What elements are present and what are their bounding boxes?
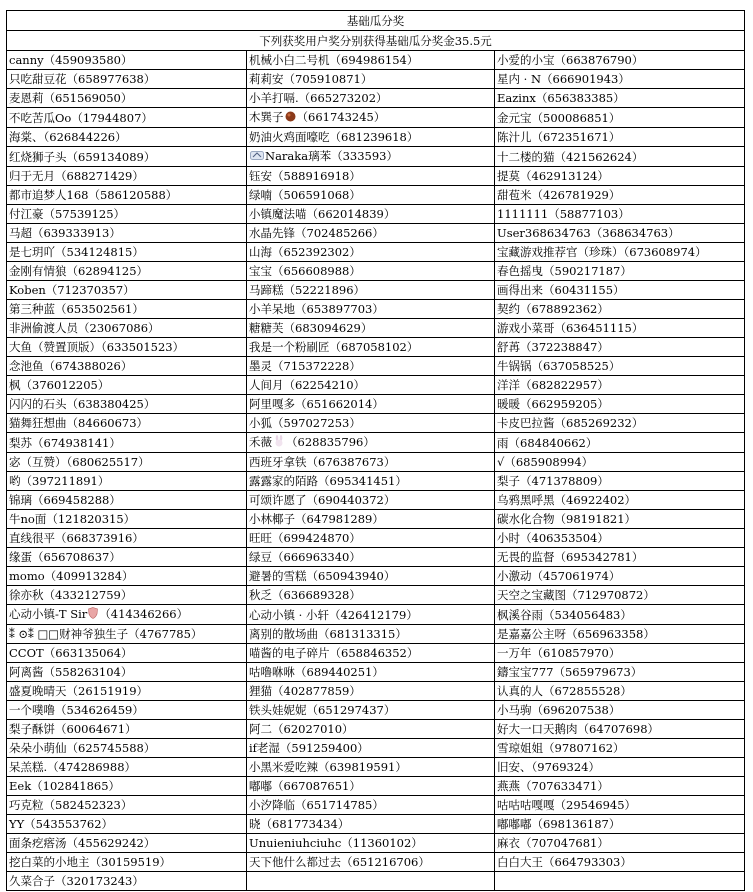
winner-cell: 阿里嘎多（651662014） xyxy=(247,395,495,414)
winner-cell: 直线很平（668373916） xyxy=(7,529,247,548)
winner-cell: 雪琼姐姐（97807162） xyxy=(495,739,745,758)
table-row xyxy=(7,644,745,663)
winner-cell: 枫溪谷雨（534056483） xyxy=(495,605,745,625)
winner-cell: 奶油火鸡面嚎吃（681239618） xyxy=(247,128,495,147)
winner-cell: 金元宝（500086851） xyxy=(495,108,745,128)
winner-cell: Naraka璃苯（333593） xyxy=(247,147,495,167)
winner-cell: 糖糖芙（683094629） xyxy=(247,319,495,338)
winner-cell: 燕燕（707633471） xyxy=(495,777,745,796)
table-row xyxy=(7,281,745,300)
table-row xyxy=(7,472,745,491)
table-row xyxy=(7,433,745,453)
winner-cell: 只吃甜豆花（658977638） xyxy=(7,70,247,89)
winner-cell: 白白大王（664793303） xyxy=(495,853,745,872)
winner-cell: 面条疙瘩汤（455629242） xyxy=(7,834,247,853)
winner-cell: 洋洋（682822957） xyxy=(495,376,745,395)
winner-cell: User368634763（368634763） xyxy=(495,224,745,243)
winner-cell: 小爱的小宝（663876790） xyxy=(495,51,745,70)
table-row xyxy=(7,70,745,89)
winner-cell: 心动小镇-T Sir （414346266） xyxy=(7,605,247,625)
winner-cell: 是七玥吖（534124815） xyxy=(7,243,247,262)
winner-cell: 猫舞狂想曲（84660673） xyxy=(7,414,247,433)
table-row xyxy=(7,682,745,701)
winner-cell: 梨子（471378809） xyxy=(495,472,745,491)
winner-cell: 避暑的雪糕（650943940） xyxy=(247,567,495,586)
winner-cell: 甜苞米（426781929） xyxy=(495,186,745,205)
winner-cell: 梨苏（674938141） xyxy=(7,433,247,453)
winner-cell: 认真的人（672855528） xyxy=(495,682,745,701)
winner-cell: 小羊呆地（653897703） xyxy=(247,300,495,319)
winner-cell: 墨灵（715372228） xyxy=(247,357,495,376)
table-row xyxy=(7,167,745,186)
winner-cell: 嘟嘟（667087651） xyxy=(247,777,495,796)
winner-cell: CCOT（663135064） xyxy=(7,644,247,663)
winner-cell: 不吃苦瓜Oo（17944807） xyxy=(7,108,247,128)
winner-cell: 小马驹（696207538） xyxy=(495,701,745,720)
winner-cell: 画得出来（60431155） xyxy=(495,281,745,300)
award-table xyxy=(6,10,745,891)
table-row xyxy=(7,89,745,108)
winner-cell: 钰安（588916918） xyxy=(247,167,495,186)
award-table-body xyxy=(7,11,745,891)
winner-cell: 喵酱的电子碎片（658846352） xyxy=(247,644,495,663)
winner-cell: 雨（684840662） xyxy=(495,433,745,453)
winner-cell: 舒苒（372238847） xyxy=(495,338,745,357)
winner-cell: 阿离酱（558263104） xyxy=(7,663,247,682)
table-row xyxy=(7,815,745,834)
table-row xyxy=(7,853,745,872)
winner-cell: 人间月（62254210） xyxy=(247,376,495,395)
winner-cell: 碳水化合物（98191821） xyxy=(495,510,745,529)
winner-cell: canny（459093580） xyxy=(7,51,247,70)
winner-cell: 暖暖（662959205） xyxy=(495,395,745,414)
winner-cell: 机械小白二号机（694986154） xyxy=(247,51,495,70)
table-row xyxy=(7,453,745,472)
winner-cell: 心动小镇 · 小轩（426412179） xyxy=(247,605,495,625)
winner-cell: 金刚有情狼（62894125） xyxy=(7,262,247,281)
winner-cell: 星内 · N（666901943） xyxy=(495,70,745,89)
table-row xyxy=(7,128,745,147)
winner-cell: 缘蛋（656708637） xyxy=(7,548,247,567)
winner-cell: 海棠、（626844226） xyxy=(7,128,247,147)
winner-cell: 牛no面（121820315） xyxy=(7,510,247,529)
winner-cell: 鑄宝宝777（565979673） xyxy=(495,663,745,682)
winner-cell: 山海（652392302） xyxy=(247,243,495,262)
winner-cell: Eazinx（656383385） xyxy=(495,89,745,108)
table-row xyxy=(7,625,745,644)
winner-cell: 马蹄糕（52221896） xyxy=(247,281,495,300)
table-title: 基础瓜分奖 xyxy=(7,11,745,31)
table-row xyxy=(7,739,745,758)
winner-cell: 露露家的陌路（695341451） xyxy=(247,472,495,491)
winner-cell: 徐亦秋（433212759） xyxy=(7,586,247,605)
table-row xyxy=(7,395,745,414)
winner-cell: 禾薇 （628835796） xyxy=(247,433,495,453)
winner-cell: 付江豪（57539125） xyxy=(7,205,247,224)
winner-cell: 小镇魔法喵（662014839） xyxy=(247,205,495,224)
winner-cell xyxy=(495,872,745,891)
winner-cell: 宝宝（656608988） xyxy=(247,262,495,281)
table-row xyxy=(7,224,745,243)
winner-cell: 旧安、（9769324） xyxy=(495,758,745,777)
round-brown-emoji-icon xyxy=(285,109,296,127)
table-row xyxy=(7,205,745,224)
winner-cell: 秋乏（636689328） xyxy=(247,586,495,605)
winner-cell: 宓（互赞）（680625517） xyxy=(7,453,247,472)
winner-cell: Eek（102841865） xyxy=(7,777,247,796)
winner-cell: 小林椰子（647981289） xyxy=(247,510,495,529)
winner-cell: ⁑ ⊙⁑ □□财神爷独生子（4767785） xyxy=(7,625,247,644)
table-row xyxy=(7,319,745,338)
winner-cell: 小时（406353504） xyxy=(495,529,745,548)
winner-cell: 梨子酥饼（60064671） xyxy=(7,720,247,739)
winner-cell: YY（543553762） xyxy=(7,815,247,834)
winner-cell: √（685908994） xyxy=(495,453,745,472)
winner-cell: 咕噜咻咻（689440251） xyxy=(247,663,495,682)
winner-cell: 十二楼的猫（421562624） xyxy=(495,147,745,167)
table-row xyxy=(7,491,745,510)
table-row xyxy=(7,834,745,853)
winner-cell: 离别的散场曲（681313315） xyxy=(247,625,495,644)
winner-cell: 麦恩莉（651569050） xyxy=(7,89,247,108)
winner-cell: 久菜合子（320173243） xyxy=(7,872,247,891)
winner-cell: 麻衣（707047681） xyxy=(495,834,745,853)
winner-cell: 乌鸦黑呼黑（46922402） xyxy=(495,491,745,510)
winner-cell: 契约（678892362） xyxy=(495,300,745,319)
winner-cell: 锦璃（669458288） xyxy=(7,491,247,510)
bunny-emoji-icon xyxy=(273,434,285,452)
winner-cell: 咕咕咕嘎嘎（29546945） xyxy=(495,796,745,815)
table-row xyxy=(7,147,745,167)
winner-cell: 天下他什么都过去（651216706） xyxy=(247,853,495,872)
winner-cell: 西班牙拿铁（676387673） xyxy=(247,453,495,472)
table-row xyxy=(7,51,745,70)
winner-cell: 马超（639333913） xyxy=(7,224,247,243)
table-row xyxy=(7,376,745,395)
winner-cell: 挖白菜的小地主（30159519） xyxy=(7,853,247,872)
winner-cell: 巧克粒（582452323） xyxy=(7,796,247,815)
table-row xyxy=(7,186,745,205)
winner-cell: 归于无月（688271429） xyxy=(7,167,247,186)
winner-cell: Koben（712370357） xyxy=(7,281,247,300)
winner-cell: 莉莉安（705910871） xyxy=(247,70,495,89)
winner-cell: 小激动（457061974） xyxy=(495,567,745,586)
winner-cell: 水晶先锋（702485266） xyxy=(247,224,495,243)
table-row xyxy=(7,720,745,739)
winner-cell: 小狐（597027253） xyxy=(247,414,495,433)
winner-cell: momo（409913284） xyxy=(7,567,247,586)
table-row xyxy=(7,300,745,319)
winner-cell: if老湿（591259400） xyxy=(247,739,495,758)
winner-cell: 小汐降临（651714785） xyxy=(247,796,495,815)
winner-cell: 陈汁儿（672351671） xyxy=(495,128,745,147)
table-row xyxy=(7,529,745,548)
table-subtitle: 下列获奖用户奖分别获得基础瓜分奖金35.5元 xyxy=(7,31,745,51)
table-row xyxy=(7,357,745,376)
winner-cell: 无畏的监督（695342781） xyxy=(495,548,745,567)
table-row xyxy=(7,872,745,891)
winner-cell: 狸猫（402877859） xyxy=(247,682,495,701)
shield-emoji-icon xyxy=(88,606,98,624)
winner-cell: 天空之宝藏图（712970872） xyxy=(495,586,745,605)
table-row xyxy=(7,262,745,281)
winner-cell: 都市追梦人168（586120588） xyxy=(7,186,247,205)
winner-cell: 非洲偷渡人员（23067086） xyxy=(7,319,247,338)
subtitle-row xyxy=(7,31,745,51)
winner-cell: Unuieniuhciuhc（11360102） xyxy=(247,834,495,853)
winner-cell: 是嘉嘉公主呀（656963358） xyxy=(495,625,745,644)
winner-cell: 铁头娃妮妮（651297437） xyxy=(247,701,495,720)
winner-cell: 一个噗噜（534626459） xyxy=(7,701,247,720)
winner-cell: 卡皮巴拉酱（685269232） xyxy=(495,414,745,433)
winner-cell: 大鱼（赞置顶版）（633501523） xyxy=(7,338,247,357)
winner-cell: 闪闪的石头（638380425） xyxy=(7,395,247,414)
winner-cell: 朵朵小萌仙（625745588） xyxy=(7,739,247,758)
table-row xyxy=(7,548,745,567)
winner-cell xyxy=(247,872,495,891)
winner-cell: 牛锅锅（637058525） xyxy=(495,357,745,376)
winner-cell: 念池鱼（674388026） xyxy=(7,357,247,376)
winner-cell: 呆羔糕.（474286988） xyxy=(7,758,247,777)
table-row xyxy=(7,796,745,815)
table-row xyxy=(7,243,745,262)
winner-cell: 木巽子 （661743245） xyxy=(247,108,495,128)
winner-cell: 红烧狮子头（659134089） xyxy=(7,147,247,167)
table-row xyxy=(7,758,745,777)
winner-cell: 我是一个粉刷匠（687058102） xyxy=(247,338,495,357)
winner-cell: 绿豆（666963340） xyxy=(247,548,495,567)
winner-cell: 一万年（610857970） xyxy=(495,644,745,663)
winner-cell: 旺旺（699424870） xyxy=(247,529,495,548)
winner-cell: 嘟嘟嘟（698136187） xyxy=(495,815,745,834)
winner-cell: 春色摇曳（590217187） xyxy=(495,262,745,281)
winner-cell: 提莫（462913124） xyxy=(495,167,745,186)
table-row xyxy=(7,777,745,796)
award-sheet xyxy=(6,10,745,891)
table-row xyxy=(7,510,745,529)
table-row xyxy=(7,701,745,720)
table-row xyxy=(7,414,745,433)
table-row xyxy=(7,605,745,625)
winner-cell: 游戏小菜哥（636451115） xyxy=(495,319,745,338)
table-row xyxy=(7,663,745,682)
winner-cell: 宝藏游戏推荐官（珍珠）（673608974） xyxy=(495,243,745,262)
table-row xyxy=(7,586,745,605)
winner-cell: 绿喃（506591068） xyxy=(247,186,495,205)
table-row xyxy=(7,567,745,586)
winner-cell: 哟（397211891） xyxy=(7,472,247,491)
winner-cell: 小羊打嗝.（665273202） xyxy=(247,89,495,108)
winner-cell: 阿二（62027010） xyxy=(247,720,495,739)
winner-cell: 晓（681773434） xyxy=(247,815,495,834)
naraka-game-icon xyxy=(250,148,264,166)
title-row xyxy=(7,11,745,31)
winner-cell: 枫（376012205） xyxy=(7,376,247,395)
winner-cell: 第三种蓝（653502561） xyxy=(7,300,247,319)
winner-cell: 小黑米爱吃辣（639819591） xyxy=(247,758,495,777)
winner-cell: 1111111（58877103） xyxy=(495,205,745,224)
winner-cell: 盛夏晚晴天（26151919） xyxy=(7,682,247,701)
table-row xyxy=(7,108,745,128)
table-row xyxy=(7,338,745,357)
winner-cell: 可颂许愿了（690440372） xyxy=(247,491,495,510)
winner-cell: 好大一口天鹅肉（64707698） xyxy=(495,720,745,739)
